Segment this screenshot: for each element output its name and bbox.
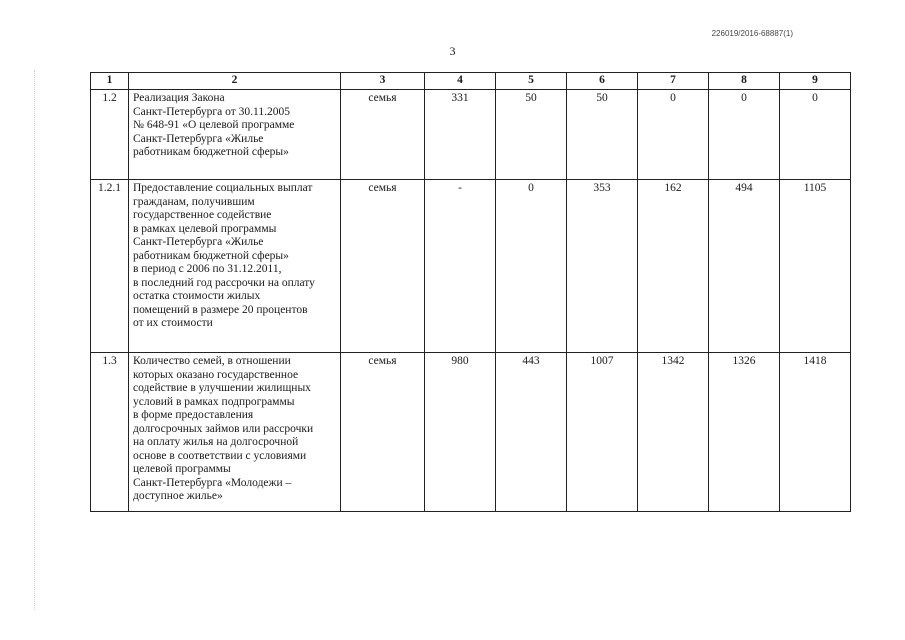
col-header-1: 1: [91, 73, 129, 90]
cell-col-6: 50: [567, 90, 638, 180]
cell-col-7: 162: [638, 180, 709, 353]
description-line: долгосрочных займов или рассрочки: [133, 422, 314, 435]
row-unit: семья: [341, 353, 425, 512]
cell-col-9: 1105: [780, 180, 851, 353]
row-number: 1.2.1: [91, 180, 129, 353]
description-line: Предоставление социальных выплат: [133, 182, 313, 194]
description-line: остатка стоимости жилых: [133, 290, 261, 302]
description-line: в последний год рассрочки на оплату: [133, 276, 315, 289]
cell-col-4: -: [425, 180, 496, 353]
cell-col-6: 353: [567, 180, 638, 353]
row-description: [129, 180, 341, 353]
description-line: помещений в размере 20 процентов: [133, 303, 308, 316]
description-line: целевой программы: [133, 463, 231, 475]
description-line: Санкт-Петербурга «Жилье: [133, 236, 264, 248]
cell-col-5: 50: [496, 90, 567, 180]
col-header-9: 9: [780, 73, 851, 90]
col-header-8: 8: [709, 73, 780, 90]
cell-col-8: 1326: [709, 353, 780, 512]
description-line: в форме предоставления: [133, 409, 254, 421]
description-line: условий в рамках подпрограммы: [133, 395, 295, 408]
col-header-7: 7: [638, 73, 709, 90]
cell-col-4: 980: [425, 353, 496, 512]
cell-col-7: 0: [638, 90, 709, 180]
row-number: 1.3: [91, 353, 129, 512]
description-line: работникам бюджетной сферы»: [133, 146, 289, 158]
cell-col-8: 0: [709, 90, 780, 180]
description-line: Реализация Закона: [133, 92, 225, 104]
col-header-6: 6: [567, 73, 638, 90]
row-description: [129, 90, 341, 180]
row-number: 1.2: [91, 90, 129, 180]
cell-col-9: 0: [780, 90, 851, 180]
description-line: гражданам, получившим: [133, 195, 255, 208]
description-line: работникам бюджетной сферы»: [133, 249, 289, 262]
description-line: которых оказано государственное: [133, 368, 299, 381]
description-line: Количество семей, в отношении: [133, 355, 291, 367]
cell-col-9: 1418: [780, 353, 851, 512]
description-line: Санкт-Петербурга «Молодежи –: [133, 476, 292, 489]
description-line: доступное жилье»: [133, 490, 223, 502]
description-line: Санкт-Петербурга от 30.11.2005: [133, 105, 290, 118]
col-header-3: 3: [341, 73, 425, 90]
col-header-4: 4: [425, 73, 496, 90]
cell-col-5: 443: [496, 353, 567, 512]
cell-col-8: 494: [709, 180, 780, 353]
cell-col-7: 1342: [638, 353, 709, 512]
cell-col-4: 331: [425, 90, 496, 180]
table-row: [91, 180, 851, 353]
document-id: 226019/2016-68887(1): [711, 29, 793, 38]
cell-col-5: 0: [496, 180, 567, 353]
description-line: содействие в улучшении жилищных: [133, 382, 311, 394]
description-line: на оплату жилья на долгосрочной: [133, 436, 299, 448]
description-line: в рамках целевой программы: [133, 222, 277, 235]
table-row: [91, 90, 851, 180]
header-row: [91, 73, 851, 90]
table-row: [91, 353, 851, 512]
description-line: в период с 2006 по 31.12.2011,: [133, 263, 282, 275]
col-header-2: 2: [129, 73, 341, 90]
row-description: [129, 353, 341, 512]
scan-margin-marks: [34, 70, 37, 610]
cell-col-6: 1007: [567, 353, 638, 512]
description-line: основе в соответствии с условиями: [133, 449, 307, 462]
description-line: Санкт-Петербурга «Жилье: [133, 132, 264, 145]
description-line: от их стоимости: [133, 317, 213, 329]
description-line: государственное содействие: [133, 209, 272, 221]
row-unit: семья: [341, 180, 425, 353]
page-number: 3: [449, 44, 456, 58]
description-line: № 648-91 «О целевой программе: [133, 119, 295, 131]
row-unit: семья: [341, 90, 425, 180]
col-header-5: 5: [496, 73, 567, 90]
data-table: [90, 72, 851, 512]
